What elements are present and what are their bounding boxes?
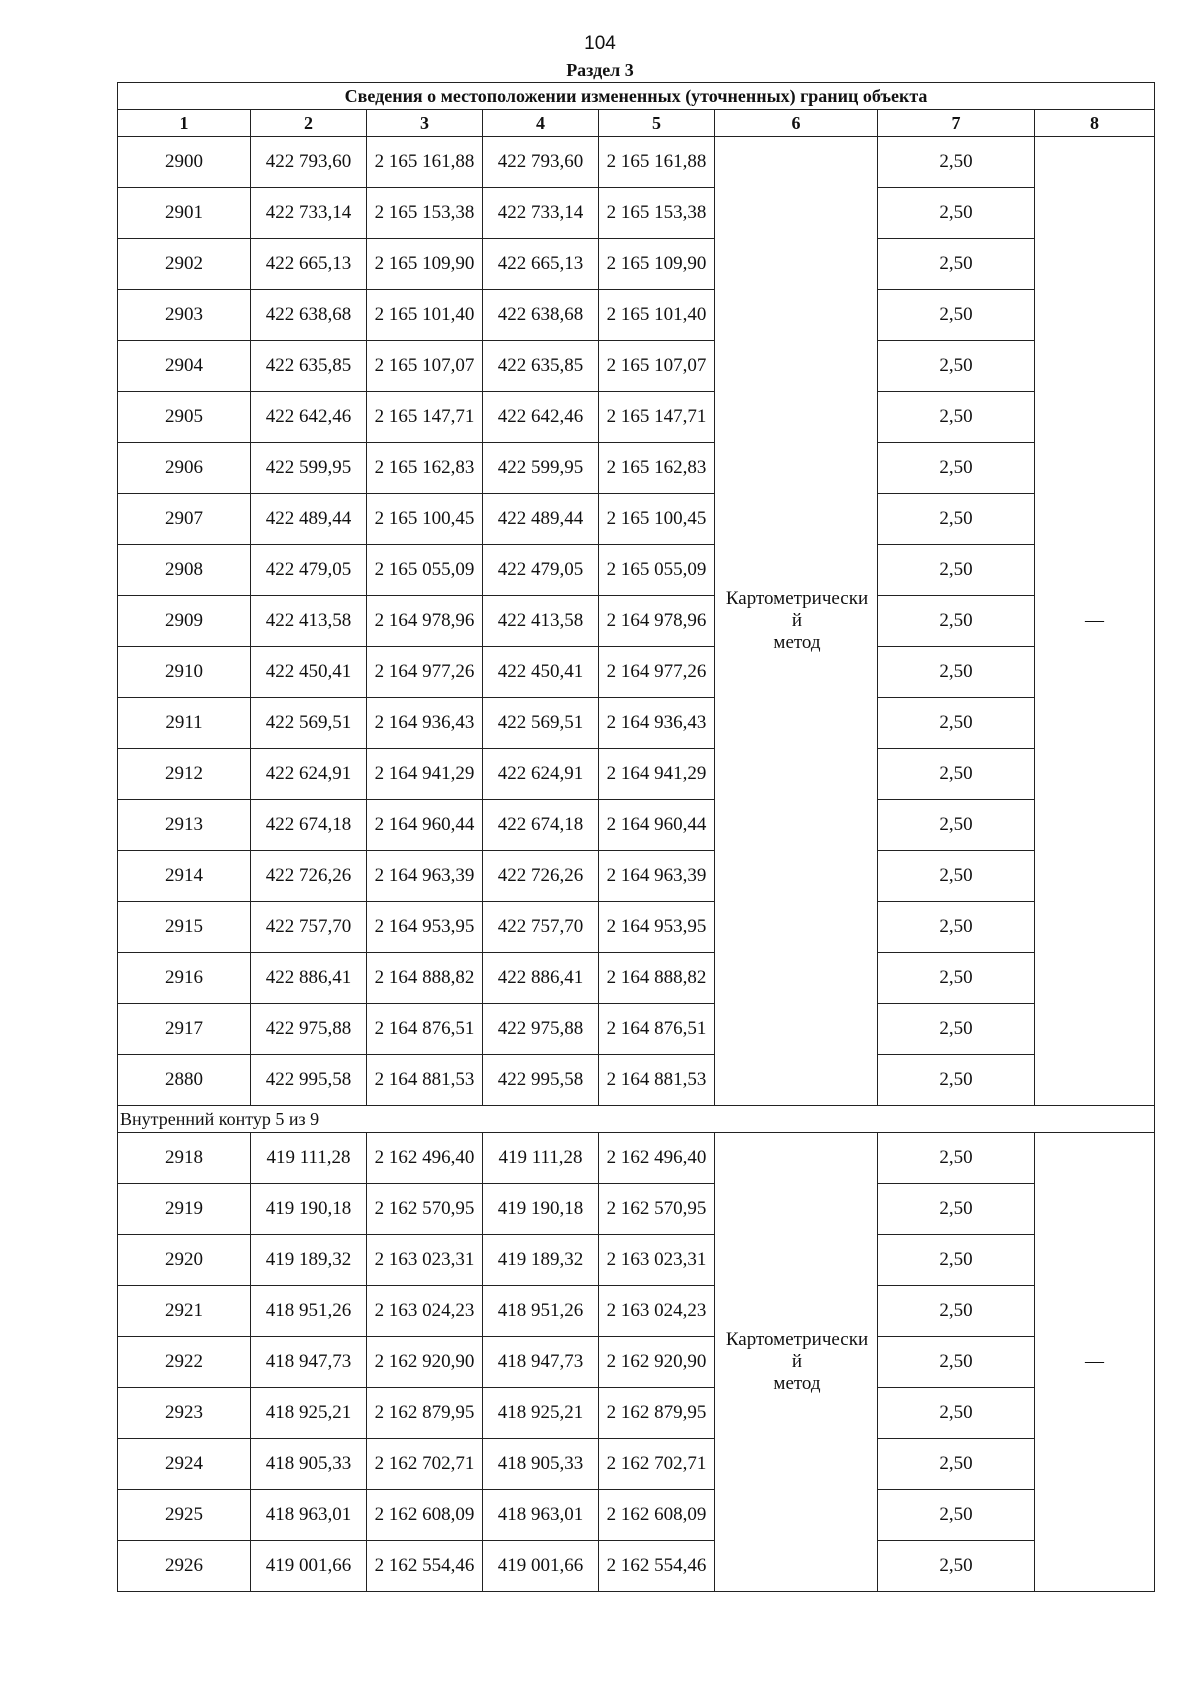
x-old-cell: 422 489,44 [251,494,367,545]
x-old-cell: 422 642,46 [251,392,367,443]
method-cell [715,1133,878,1592]
page-number: 104 [584,33,616,54]
column-number: 6 [715,110,878,137]
point-number-cell: 2901 [118,188,251,239]
table-row [118,902,1155,953]
y-old-cell: 2 164 941,29 [367,749,483,800]
point-number-cell: 2913 [118,800,251,851]
accuracy-cell: 2,50 [878,545,1035,596]
x-new-cell: 422 642,46 [483,392,599,443]
y-old-cell: 2 162 570,95 [367,1184,483,1235]
point-number-cell: 2909 [118,596,251,647]
y-new-cell: 2 164 941,29 [599,749,715,800]
y-old-cell: 2 164 977,26 [367,647,483,698]
table-row [118,1184,1155,1235]
y-old-cell: 2 165 161,88 [367,137,483,188]
table-row [118,392,1155,443]
y-new-cell: 2 165 055,09 [599,545,715,596]
accuracy-cell: 2,50 [878,1235,1035,1286]
method-text-line: Картометрически [725,588,869,609]
column-number: 3 [367,110,483,137]
x-new-cell: 422 413,58 [483,596,599,647]
y-old-cell: 2 162 920,90 [367,1337,483,1388]
x-new-cell: 422 665,13 [483,239,599,290]
accuracy-cell: 2,50 [878,953,1035,1004]
y-new-cell: 2 165 153,38 [599,188,715,239]
point-number-cell: 2923 [118,1388,251,1439]
y-old-cell: 2 162 879,95 [367,1388,483,1439]
contour-label: Внутренний контур 5 из 9 [118,1106,1155,1133]
accuracy-cell: 2,50 [878,443,1035,494]
point-number-cell: 2904 [118,341,251,392]
table-row [118,1541,1155,1592]
y-old-cell: 2 164 936,43 [367,698,483,749]
x-old-cell: 418 905,33 [251,1439,367,1490]
y-new-cell: 2 165 161,88 [599,137,715,188]
accuracy-cell: 2,50 [878,1388,1035,1439]
accuracy-cell: 2,50 [878,392,1035,443]
y-new-cell: 2 163 024,23 [599,1286,715,1337]
table-row [118,647,1155,698]
y-new-cell: 2 165 162,83 [599,443,715,494]
x-old-cell: 419 111,28 [251,1133,367,1184]
x-new-cell: 418 951,26 [483,1286,599,1337]
table-row [118,749,1155,800]
y-old-cell: 2 164 963,39 [367,851,483,902]
y-new-cell: 2 165 100,45 [599,494,715,545]
y-new-cell: 2 164 960,44 [599,800,715,851]
column-number: 8 [1035,110,1155,137]
method-text-line: метод [773,632,821,653]
method-text-line: й [791,1351,803,1372]
y-new-cell: 2 162 496,40 [599,1133,715,1184]
x-old-cell: 422 995,58 [251,1055,367,1106]
y-new-cell: 2 164 876,51 [599,1004,715,1055]
x-new-cell: 422 569,51 [483,698,599,749]
table-row [118,1490,1155,1541]
x-new-cell: 422 793,60 [483,137,599,188]
point-number-cell: 2907 [118,494,251,545]
point-number-cell: 2925 [118,1490,251,1541]
table-caption: Сведения о местоположении измененных (уточненных) границ объекта [118,83,1155,110]
table-row [118,341,1155,392]
x-new-cell: 422 975,88 [483,1004,599,1055]
accuracy-cell: 2,50 [878,1439,1035,1490]
point-number-cell: 2905 [118,392,251,443]
x-new-cell: 422 886,41 [483,953,599,1004]
accuracy-cell: 2,50 [878,494,1035,545]
x-new-cell: 422 450,41 [483,647,599,698]
table-row [118,1133,1155,1184]
accuracy-cell: 2,50 [878,647,1035,698]
point-number-cell: 2903 [118,290,251,341]
point-number-cell: 2906 [118,443,251,494]
x-new-cell: 419 001,66 [483,1541,599,1592]
table-row [118,1004,1155,1055]
x-new-cell: 419 190,18 [483,1184,599,1235]
accuracy-cell: 2,50 [878,902,1035,953]
table-row [118,545,1155,596]
x-old-cell: 422 635,85 [251,341,367,392]
x-old-cell: 422 793,60 [251,137,367,188]
x-old-cell: 422 450,41 [251,647,367,698]
table-row [118,800,1155,851]
x-old-cell: 422 624,91 [251,749,367,800]
method-text-line: Картометрически [725,1329,869,1350]
y-old-cell: 2 162 702,71 [367,1439,483,1490]
y-new-cell: 2 162 570,95 [599,1184,715,1235]
x-old-cell: 422 665,13 [251,239,367,290]
x-new-cell: 418 963,01 [483,1490,599,1541]
column-number: 2 [251,110,367,137]
table-row [118,239,1155,290]
table-row [118,1337,1155,1388]
y-old-cell: 2 164 888,82 [367,953,483,1004]
y-new-cell: 2 164 936,43 [599,698,715,749]
y-new-cell: 2 162 608,09 [599,1490,715,1541]
accuracy-cell: 2,50 [878,290,1035,341]
point-number-cell: 2908 [118,545,251,596]
column-number: 7 [878,110,1035,137]
table-row [118,851,1155,902]
accuracy-cell: 2,50 [878,1541,1035,1592]
method-text-line: й [791,610,803,631]
x-old-cell: 422 674,18 [251,800,367,851]
point-number-cell: 2911 [118,698,251,749]
y-old-cell: 2 163 024,23 [367,1286,483,1337]
y-old-cell: 2 165 147,71 [367,392,483,443]
method-text-line: метод [773,1373,821,1394]
coordinates-table [117,82,1155,1592]
y-new-cell: 2 162 879,95 [599,1388,715,1439]
point-number-cell: 2922 [118,1337,251,1388]
accuracy-cell: 2,50 [878,1286,1035,1337]
table-row [118,1055,1155,1106]
y-new-cell: 2 162 702,71 [599,1439,715,1490]
point-number-cell: 2910 [118,647,251,698]
y-new-cell: 2 164 963,39 [599,851,715,902]
section-title: Раздел 3 [566,60,634,80]
point-number-cell: 2917 [118,1004,251,1055]
accuracy-cell: 2,50 [878,596,1035,647]
contour-header-row [118,1106,1155,1133]
x-new-cell: 422 674,18 [483,800,599,851]
y-old-cell: 2 164 953,95 [367,902,483,953]
point-number-cell: 2915 [118,902,251,953]
table-row [118,290,1155,341]
x-new-cell: 422 624,91 [483,749,599,800]
x-new-cell: 422 599,95 [483,443,599,494]
x-old-cell: 422 413,58 [251,596,367,647]
x-old-cell: 422 638,68 [251,290,367,341]
x-old-cell: 422 757,70 [251,902,367,953]
y-old-cell: 2 165 101,40 [367,290,483,341]
x-new-cell: 418 905,33 [483,1439,599,1490]
x-old-cell: 419 189,32 [251,1235,367,1286]
accuracy-cell: 2,50 [878,1184,1035,1235]
x-new-cell: 422 733,14 [483,188,599,239]
x-new-cell: 419 189,32 [483,1235,599,1286]
point-number-cell: 2902 [118,239,251,290]
x-old-cell: 418 925,21 [251,1388,367,1439]
y-old-cell: 2 165 153,38 [367,188,483,239]
point-number-cell: 2880 [118,1055,251,1106]
table-row [118,137,1155,188]
table-row [118,596,1155,647]
table-row [118,1439,1155,1490]
accuracy-cell: 2,50 [878,1055,1035,1106]
point-number-cell: 2921 [118,1286,251,1337]
y-new-cell: 2 164 953,95 [599,902,715,953]
point-number-cell: 2920 [118,1235,251,1286]
accuracy-cell: 2,50 [878,1337,1035,1388]
accuracy-cell: 2,50 [878,1133,1035,1184]
x-old-cell: 422 733,14 [251,188,367,239]
x-old-cell: 422 726,26 [251,851,367,902]
x-old-cell: 418 947,73 [251,1337,367,1388]
y-new-cell: 2 162 920,90 [599,1337,715,1388]
y-old-cell: 2 165 107,07 [367,341,483,392]
table-row [118,494,1155,545]
x-new-cell: 422 638,68 [483,290,599,341]
x-new-cell: 422 757,70 [483,902,599,953]
accuracy-cell: 2,50 [878,749,1035,800]
point-number-cell: 2914 [118,851,251,902]
point-number-cell: 2918 [118,1133,251,1184]
table-row [118,1286,1155,1337]
accuracy-cell: 2,50 [878,239,1035,290]
x-new-cell: 422 726,26 [483,851,599,902]
y-old-cell: 2 165 109,90 [367,239,483,290]
y-new-cell: 2 164 978,96 [599,596,715,647]
x-old-cell: 422 599,95 [251,443,367,494]
accuracy-cell: 2,50 [878,1490,1035,1541]
y-old-cell: 2 165 100,45 [367,494,483,545]
x-old-cell: 422 569,51 [251,698,367,749]
accuracy-cell: 2,50 [878,1004,1035,1055]
y-new-cell: 2 164 977,26 [599,647,715,698]
x-new-cell: 418 925,21 [483,1388,599,1439]
y-old-cell: 2 162 496,40 [367,1133,483,1184]
y-new-cell: 2 165 101,40 [599,290,715,341]
x-old-cell: 422 975,88 [251,1004,367,1055]
point-number-cell: 2912 [118,749,251,800]
table-row [118,188,1155,239]
accuracy-cell: 2,50 [878,341,1035,392]
table-body [118,137,1155,1592]
y-new-cell: 2 165 109,90 [599,239,715,290]
x-old-cell: 418 951,26 [251,1286,367,1337]
column-number: 1 [118,110,251,137]
accuracy-cell: 2,50 [878,851,1035,902]
point-number-cell: 2900 [118,137,251,188]
accuracy-cell: 2,50 [878,698,1035,749]
x-new-cell: 422 995,58 [483,1055,599,1106]
table-row [118,953,1155,1004]
x-new-cell: 422 489,44 [483,494,599,545]
x-new-cell: 418 947,73 [483,1337,599,1388]
y-new-cell: 2 164 888,82 [599,953,715,1004]
x-new-cell: 422 479,05 [483,545,599,596]
x-new-cell: 419 111,28 [483,1133,599,1184]
column-number: 4 [483,110,599,137]
accuracy-cell: 2,50 [878,137,1035,188]
table-row [118,698,1155,749]
y-new-cell: 2 163 023,31 [599,1235,715,1286]
note-cell: — [1035,137,1155,1106]
y-old-cell: 2 163 023,31 [367,1235,483,1286]
accuracy-cell: 2,50 [878,800,1035,851]
table-row [118,1235,1155,1286]
point-number-cell: 2916 [118,953,251,1004]
y-old-cell: 2 164 960,44 [367,800,483,851]
x-old-cell: 419 001,66 [251,1541,367,1592]
note-cell: — [1035,1133,1155,1592]
table-row [118,443,1155,494]
y-old-cell: 2 165 162,83 [367,443,483,494]
y-old-cell: 2 164 876,51 [367,1004,483,1055]
x-new-cell: 422 635,85 [483,341,599,392]
y-new-cell: 2 164 881,53 [599,1055,715,1106]
x-old-cell: 419 190,18 [251,1184,367,1235]
point-number-cell: 2924 [118,1439,251,1490]
x-old-cell: 422 886,41 [251,953,367,1004]
column-number: 5 [599,110,715,137]
y-new-cell: 2 165 107,07 [599,341,715,392]
y-old-cell: 2 165 055,09 [367,545,483,596]
x-old-cell: 422 479,05 [251,545,367,596]
point-number-cell: 2919 [118,1184,251,1235]
y-new-cell: 2 162 554,46 [599,1541,715,1592]
accuracy-cell: 2,50 [878,188,1035,239]
y-old-cell: 2 164 881,53 [367,1055,483,1106]
y-old-cell: 2 164 978,96 [367,596,483,647]
table-row [118,1388,1155,1439]
method-cell [715,137,878,1106]
y-new-cell: 2 165 147,71 [599,392,715,443]
y-old-cell: 2 162 554,46 [367,1541,483,1592]
y-old-cell: 2 162 608,09 [367,1490,483,1541]
point-number-cell: 2926 [118,1541,251,1592]
x-old-cell: 418 963,01 [251,1490,367,1541]
